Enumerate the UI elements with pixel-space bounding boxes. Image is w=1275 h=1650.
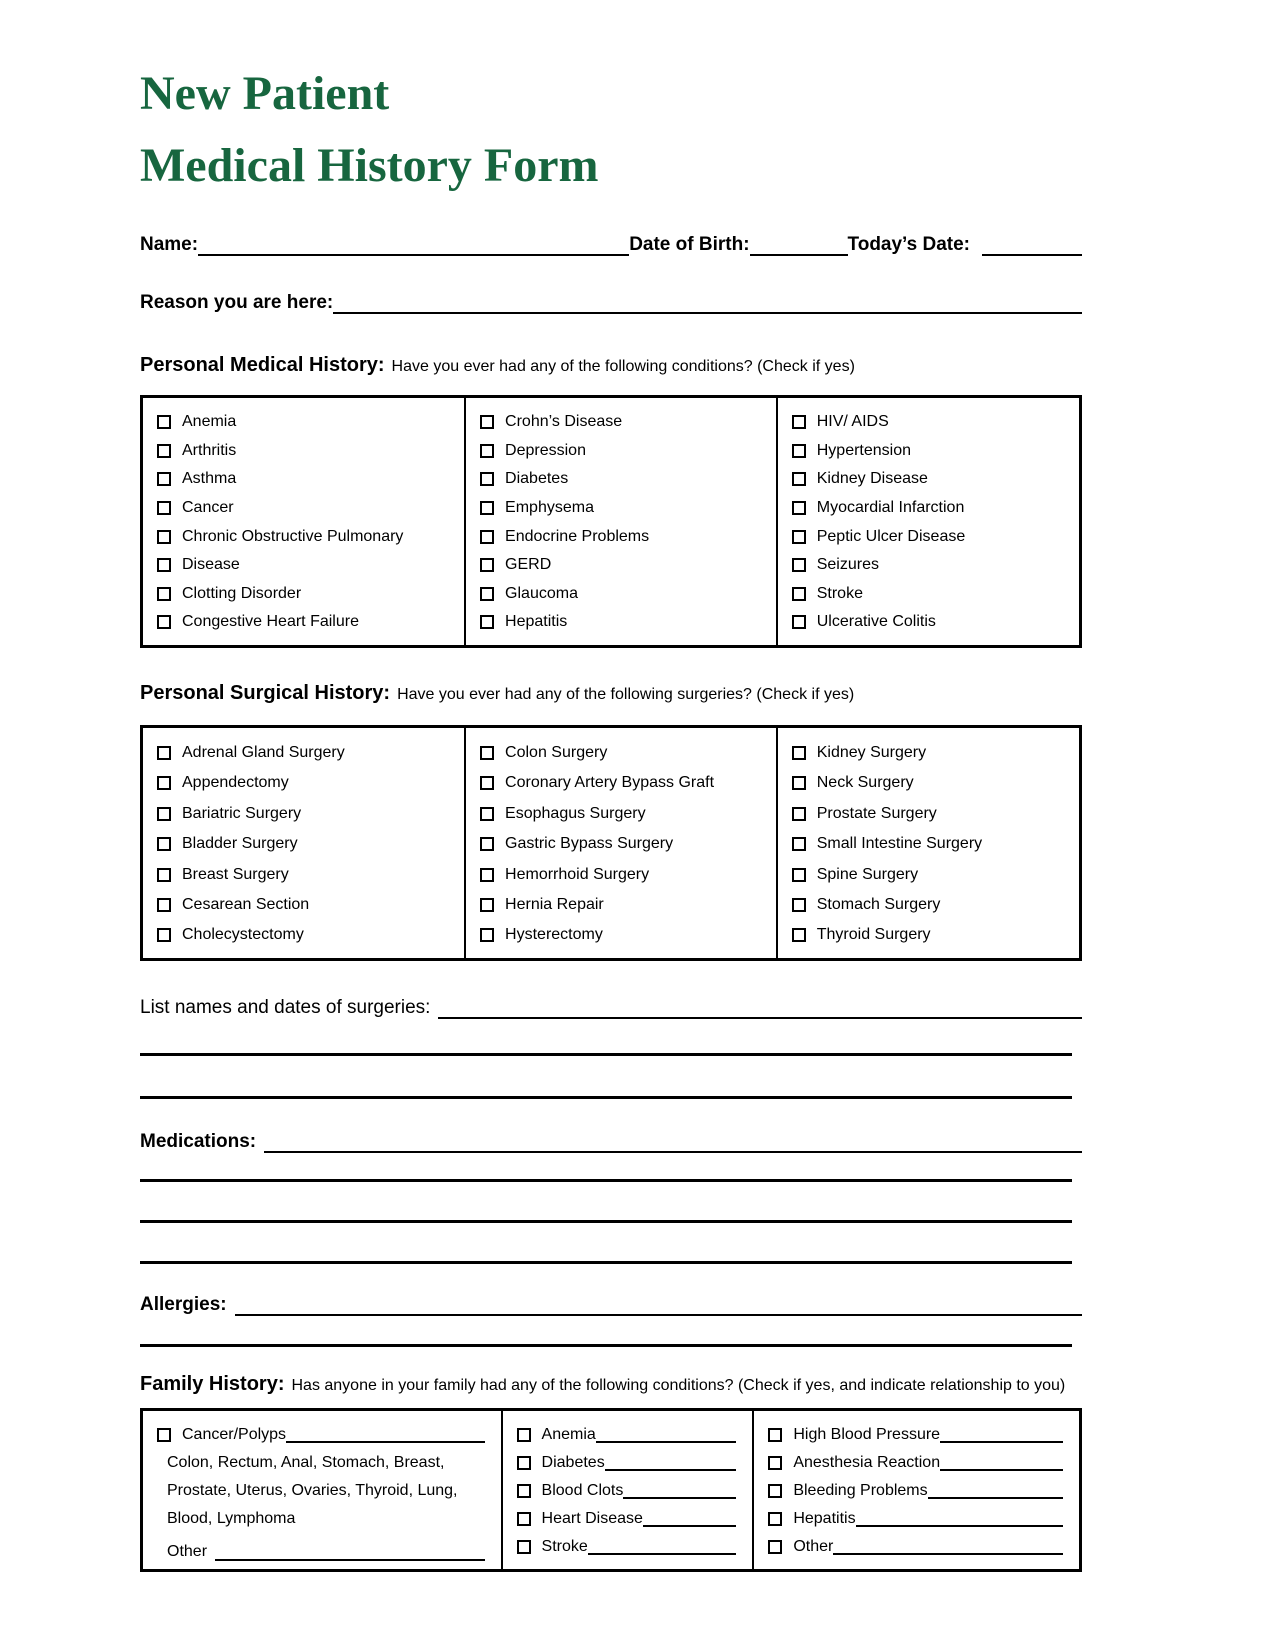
page-title — [140, 58, 1082, 202]
condition-item — [157, 551, 460, 580]
writing-line[interactable] — [140, 1220, 1072, 1223]
family-history-table — [140, 1408, 1082, 1572]
checkbox[interactable] — [480, 928, 494, 942]
surgery-item — [792, 768, 1075, 798]
writing-line[interactable] — [140, 1261, 1072, 1264]
condition-label: GERD — [505, 556, 552, 574]
checkbox[interactable] — [792, 807, 806, 821]
writing-line[interactable] — [140, 1096, 1072, 1099]
medical-history-column-3 — [776, 398, 1079, 645]
condition-item — [792, 522, 1075, 551]
checkbox[interactable] — [792, 558, 806, 572]
relationship-fill-line[interactable] — [940, 1455, 1063, 1471]
condition-label: Chronic Obstructive Pulmonary — [182, 527, 404, 545]
condition-label: Asthma — [182, 470, 237, 488]
relationship-fill-line[interactable] — [588, 1539, 737, 1555]
cancer-types-text: Prostate, Uterus, Ovaries, Thyroid, Lung, — [167, 1482, 458, 1500]
condition-item — [480, 408, 772, 437]
surgery-item — [157, 890, 460, 920]
surgery-label: Cholecystectomy — [182, 926, 304, 944]
checkbox[interactable] — [517, 1428, 531, 1442]
condition-label: Disease — [182, 556, 240, 574]
checkbox[interactable] — [768, 1456, 782, 1470]
surgery-item — [480, 890, 772, 920]
condition-label: Hypertension — [816, 441, 912, 459]
reason-label: Reason you are here: — [140, 292, 334, 313]
family-condition-item — [517, 1533, 749, 1561]
surgery-label: Adrenal Gland Surgery — [182, 743, 345, 761]
surgery-item — [792, 738, 1075, 768]
checkbox[interactable] — [480, 615, 494, 629]
checkbox[interactable] — [768, 1428, 782, 1442]
condition-item — [480, 608, 772, 637]
condition-label: Kidney Disease — [816, 470, 928, 488]
surgical-history-column-1 — [143, 728, 464, 959]
surgery-label: Stomach Surgery — [816, 895, 941, 913]
surgery-item — [792, 920, 1075, 950]
checkbox[interactable] — [792, 501, 806, 515]
checkbox[interactable] — [157, 1428, 171, 1442]
medications-label: Medications: — [140, 1131, 257, 1153]
family-history-column-1 — [143, 1411, 501, 1569]
surgery-label: Kidney Surgery — [816, 743, 927, 761]
surgery-label: Coronary Artery Bypass Graft — [505, 774, 715, 792]
surgical-history-heading: Personal Surgical History: — [140, 681, 391, 704]
family-condition-item — [157, 1421, 497, 1449]
condition-label: Cancer — [182, 499, 234, 517]
condition-item — [480, 437, 772, 466]
surgery-label: Hemorrhoid Surgery — [505, 865, 650, 883]
condition-label: Arthritis — [182, 441, 237, 459]
surgical-history-section-heading — [140, 682, 1082, 705]
condition-item — [792, 408, 1075, 437]
medical-history-prompt: Have you ever had any of the following conditions? (Check if yes) — [391, 358, 855, 375]
checkbox[interactable] — [157, 415, 171, 429]
condition-item — [480, 494, 772, 523]
checkbox[interactable] — [480, 776, 494, 790]
checkbox[interactable] — [157, 587, 171, 601]
checkbox[interactable] — [792, 776, 806, 790]
date-of-birth-fill-line[interactable] — [750, 234, 848, 256]
family-condition-label: Heart Disease — [541, 1510, 643, 1528]
name-fill-line[interactable] — [198, 234, 629, 256]
surgery-label: Breast Surgery — [182, 865, 289, 883]
checkbox[interactable] — [792, 928, 806, 942]
surgery-label: Gastric Bypass Surgery — [505, 835, 674, 853]
checkbox[interactable] — [480, 898, 494, 912]
condition-item — [792, 580, 1075, 609]
todays-date-fill-line[interactable] — [982, 234, 1082, 256]
surgery-label: Prostate Surgery — [816, 804, 937, 822]
relationship-fill-line[interactable] — [643, 1511, 736, 1527]
cancer-types-text: Blood, Lymphoma — [167, 1510, 296, 1528]
family-condition-label: Cancer/Polyps — [182, 1426, 287, 1444]
checkbox[interactable] — [480, 501, 494, 515]
surgical-history-column-2 — [464, 728, 776, 959]
family-condition-label: Stroke — [541, 1538, 588, 1556]
checkbox[interactable] — [480, 587, 494, 601]
family-history-heading: Family History: — [140, 1373, 285, 1396]
medications-fill-line[interactable] — [264, 1131, 1082, 1153]
family-condition-label: High Blood Pressure — [793, 1426, 941, 1444]
relationship-fill-line[interactable] — [833, 1539, 1063, 1555]
checkbox[interactable] — [157, 530, 171, 544]
family-history-column-2 — [501, 1411, 753, 1569]
checkbox[interactable] — [480, 868, 494, 882]
relationship-fill-line[interactable] — [940, 1427, 1063, 1443]
condition-label: Ulcerative Colitis — [816, 613, 936, 631]
other-fill-line[interactable] — [215, 1545, 485, 1561]
family-history-column-3 — [752, 1411, 1079, 1569]
writing-line[interactable] — [140, 1053, 1072, 1056]
surgery-label: Thyroid Surgery — [816, 926, 931, 944]
condition-label: Crohn’s Disease — [505, 413, 623, 431]
surgery-item — [480, 829, 772, 859]
medical-history-table — [140, 395, 1082, 648]
condition-item — [480, 580, 772, 609]
condition-label: Hepatitis — [505, 613, 568, 631]
family-condition-label: Anesthesia Reaction — [793, 1454, 941, 1472]
allergies-row — [140, 1290, 1082, 1316]
checkbox[interactable] — [157, 472, 171, 486]
surgery-item — [157, 768, 460, 798]
surgery-label: Hernia Repair — [505, 895, 604, 913]
relationship-fill-line[interactable] — [856, 1511, 1063, 1527]
medications-row — [140, 1127, 1082, 1153]
family-condition-item — [517, 1421, 749, 1449]
surgery-label: Neck Surgery — [816, 774, 914, 792]
writing-line[interactable] — [140, 1344, 1072, 1347]
checkbox[interactable] — [157, 807, 171, 821]
relationship-fill-line[interactable] — [605, 1455, 737, 1471]
condition-label: Depression — [505, 441, 586, 459]
condition-label: HIV/ AIDS — [816, 413, 889, 431]
checkbox[interactable] — [792, 746, 806, 760]
condition-item — [480, 465, 772, 494]
surgery-item — [792, 890, 1075, 920]
checkbox[interactable] — [792, 587, 806, 601]
checkbox[interactable] — [792, 868, 806, 882]
condition-item — [792, 494, 1075, 523]
surgery-label: Hysterectomy — [505, 926, 603, 944]
checkbox[interactable] — [792, 472, 806, 486]
surgery-item — [480, 768, 772, 798]
condition-item — [157, 408, 460, 437]
surgery-label: Cesarean Section — [182, 895, 310, 913]
surgery-item — [792, 799, 1075, 829]
family-condition-label: Blood Clots — [541, 1482, 624, 1500]
checkbox[interactable] — [480, 530, 494, 544]
surgical-history-prompt: Have you ever had any of the following surgeries? (Check if yes) — [397, 685, 855, 703]
relationship-fill-line[interactable] — [286, 1427, 485, 1443]
family-condition-item — [768, 1421, 1075, 1449]
condition-item — [480, 551, 772, 580]
checkbox[interactable] — [792, 615, 806, 629]
checkbox[interactable] — [517, 1512, 531, 1526]
condition-item — [480, 522, 772, 551]
condition-item — [157, 580, 460, 609]
surgery-item — [480, 799, 772, 829]
condition-label: Stroke — [816, 584, 863, 602]
cancer-types-list — [157, 1449, 497, 1533]
checkbox[interactable] — [517, 1484, 531, 1498]
checkbox[interactable] — [480, 415, 494, 429]
condition-item — [157, 522, 460, 551]
name-label: Name: — [140, 234, 199, 255]
surgery-label: Bariatric Surgery — [182, 804, 302, 822]
condition-label: Diabetes — [505, 470, 569, 488]
checkbox[interactable] — [768, 1512, 782, 1526]
checkbox[interactable] — [157, 928, 171, 942]
condition-item — [792, 551, 1075, 580]
date-of-birth-label: Date of Birth: — [629, 234, 750, 255]
medical-history-section-heading — [140, 354, 1082, 377]
checkbox[interactable] — [157, 501, 171, 515]
condition-label: Clotting Disorder — [182, 584, 302, 602]
surgery-item — [157, 920, 460, 950]
condition-label: Myocardial Infarction — [816, 499, 965, 517]
surgery-label: Appendectomy — [182, 774, 289, 792]
condition-item — [157, 465, 460, 494]
family-condition-label: Bleeding Problems — [793, 1482, 928, 1500]
checkbox[interactable] — [480, 746, 494, 760]
family-condition-item — [768, 1505, 1075, 1533]
checkbox[interactable] — [157, 444, 171, 458]
checkbox[interactable] — [157, 776, 171, 790]
surgery-item — [157, 829, 460, 859]
checkbox[interactable] — [768, 1484, 782, 1498]
surgery-item — [480, 920, 772, 950]
family-history-section-heading — [140, 1373, 1082, 1396]
condition-item — [792, 465, 1075, 494]
checkbox[interactable] — [792, 530, 806, 544]
surgery-item — [480, 738, 772, 768]
checkbox[interactable] — [480, 472, 494, 486]
medical-history-heading: Personal Medical History: — [140, 354, 385, 376]
reason-row — [140, 288, 1082, 314]
surgery-item — [157, 859, 460, 889]
medical-history-column-2 — [464, 398, 776, 645]
family-condition-item — [517, 1449, 749, 1477]
condition-item — [157, 494, 460, 523]
writing-line[interactable] — [140, 1179, 1072, 1182]
family-condition-item — [517, 1477, 749, 1505]
surgery-label: Colon Surgery — [505, 743, 608, 761]
page-title-line-1: New Patient — [140, 67, 390, 120]
allergies-label: Allergies: — [140, 1294, 227, 1316]
checkbox[interactable] — [517, 1540, 531, 1554]
reason-fill-line[interactable] — [333, 292, 1082, 314]
surgeries-list-label: List names and dates of surgeries: — [140, 997, 431, 1019]
family-condition-item — [517, 1505, 749, 1533]
surgery-label: Bladder Surgery — [182, 835, 298, 853]
checkbox[interactable] — [157, 898, 171, 912]
condition-label: Endocrine Problems — [505, 527, 650, 545]
condition-item — [157, 437, 460, 466]
surgeries-list-row — [140, 993, 1082, 1019]
checkbox[interactable] — [157, 868, 171, 882]
surgery-item — [480, 859, 772, 889]
condition-item — [157, 608, 460, 637]
condition-label: Anemia — [182, 413, 237, 431]
condition-item — [792, 437, 1075, 466]
surgical-history-column-3 — [776, 728, 1079, 959]
allergies-fill-line[interactable] — [235, 1294, 1082, 1316]
relationship-fill-line[interactable] — [928, 1483, 1063, 1499]
checkbox[interactable] — [480, 444, 494, 458]
checkbox[interactable] — [768, 1540, 782, 1554]
checkbox[interactable] — [792, 837, 806, 851]
todays-date-label: Today’s Date: — [847, 234, 970, 255]
family-condition-label: Other — [793, 1538, 834, 1556]
condition-label: Seizures — [816, 556, 879, 574]
family-history-prompt: Has anyone in your family had any of the following conditions? (Check if yes, and indicate relationship to you) — [291, 1377, 1066, 1395]
surgical-history-table — [140, 725, 1082, 962]
surgery-item — [792, 859, 1075, 889]
family-other-label: Other — [167, 1543, 208, 1561]
page-title-line-2: Medical History Form — [140, 139, 599, 192]
surgery-item — [157, 799, 460, 829]
checkbox[interactable] — [157, 615, 171, 629]
checkbox[interactable] — [792, 898, 806, 912]
surgeries-list-fill-line[interactable] — [438, 997, 1082, 1019]
family-condition-item — [768, 1449, 1075, 1477]
checkbox[interactable] — [157, 746, 171, 760]
family-condition-item — [768, 1477, 1075, 1505]
relationship-fill-line[interactable] — [623, 1483, 736, 1499]
checkbox[interactable] — [157, 558, 171, 572]
condition-label: Emphysema — [505, 499, 594, 517]
family-other-row — [157, 1533, 497, 1561]
family-condition-label: Anemia — [541, 1426, 596, 1444]
checkbox[interactable] — [792, 444, 806, 458]
checkbox[interactable] — [517, 1456, 531, 1470]
surgery-item — [792, 829, 1075, 859]
condition-item — [792, 608, 1075, 637]
cancer-types-text: Colon, Rectum, Anal, Stomach, Breast, — [167, 1454, 445, 1472]
checkbox[interactable] — [792, 415, 806, 429]
surgery-item — [157, 738, 460, 768]
medical-history-column-1 — [143, 398, 464, 645]
surgery-label: Small Intestine Surgery — [816, 835, 983, 853]
surgery-label: Spine Surgery — [816, 865, 919, 883]
family-condition-item — [768, 1533, 1075, 1561]
family-condition-label: Hepatitis — [793, 1510, 856, 1528]
patient-info-row — [140, 230, 1082, 256]
condition-label: Congestive Heart Failure — [182, 613, 359, 631]
condition-label: Glaucoma — [505, 584, 578, 602]
condition-label: Peptic Ulcer Disease — [816, 527, 966, 545]
checkbox[interactable] — [480, 807, 494, 821]
checkbox[interactable] — [480, 558, 494, 572]
checkbox[interactable] — [157, 837, 171, 851]
surgery-label: Esophagus Surgery — [505, 804, 646, 822]
family-condition-label: Diabetes — [541, 1454, 605, 1472]
checkbox[interactable] — [480, 837, 494, 851]
relationship-fill-line[interactable] — [596, 1427, 737, 1443]
